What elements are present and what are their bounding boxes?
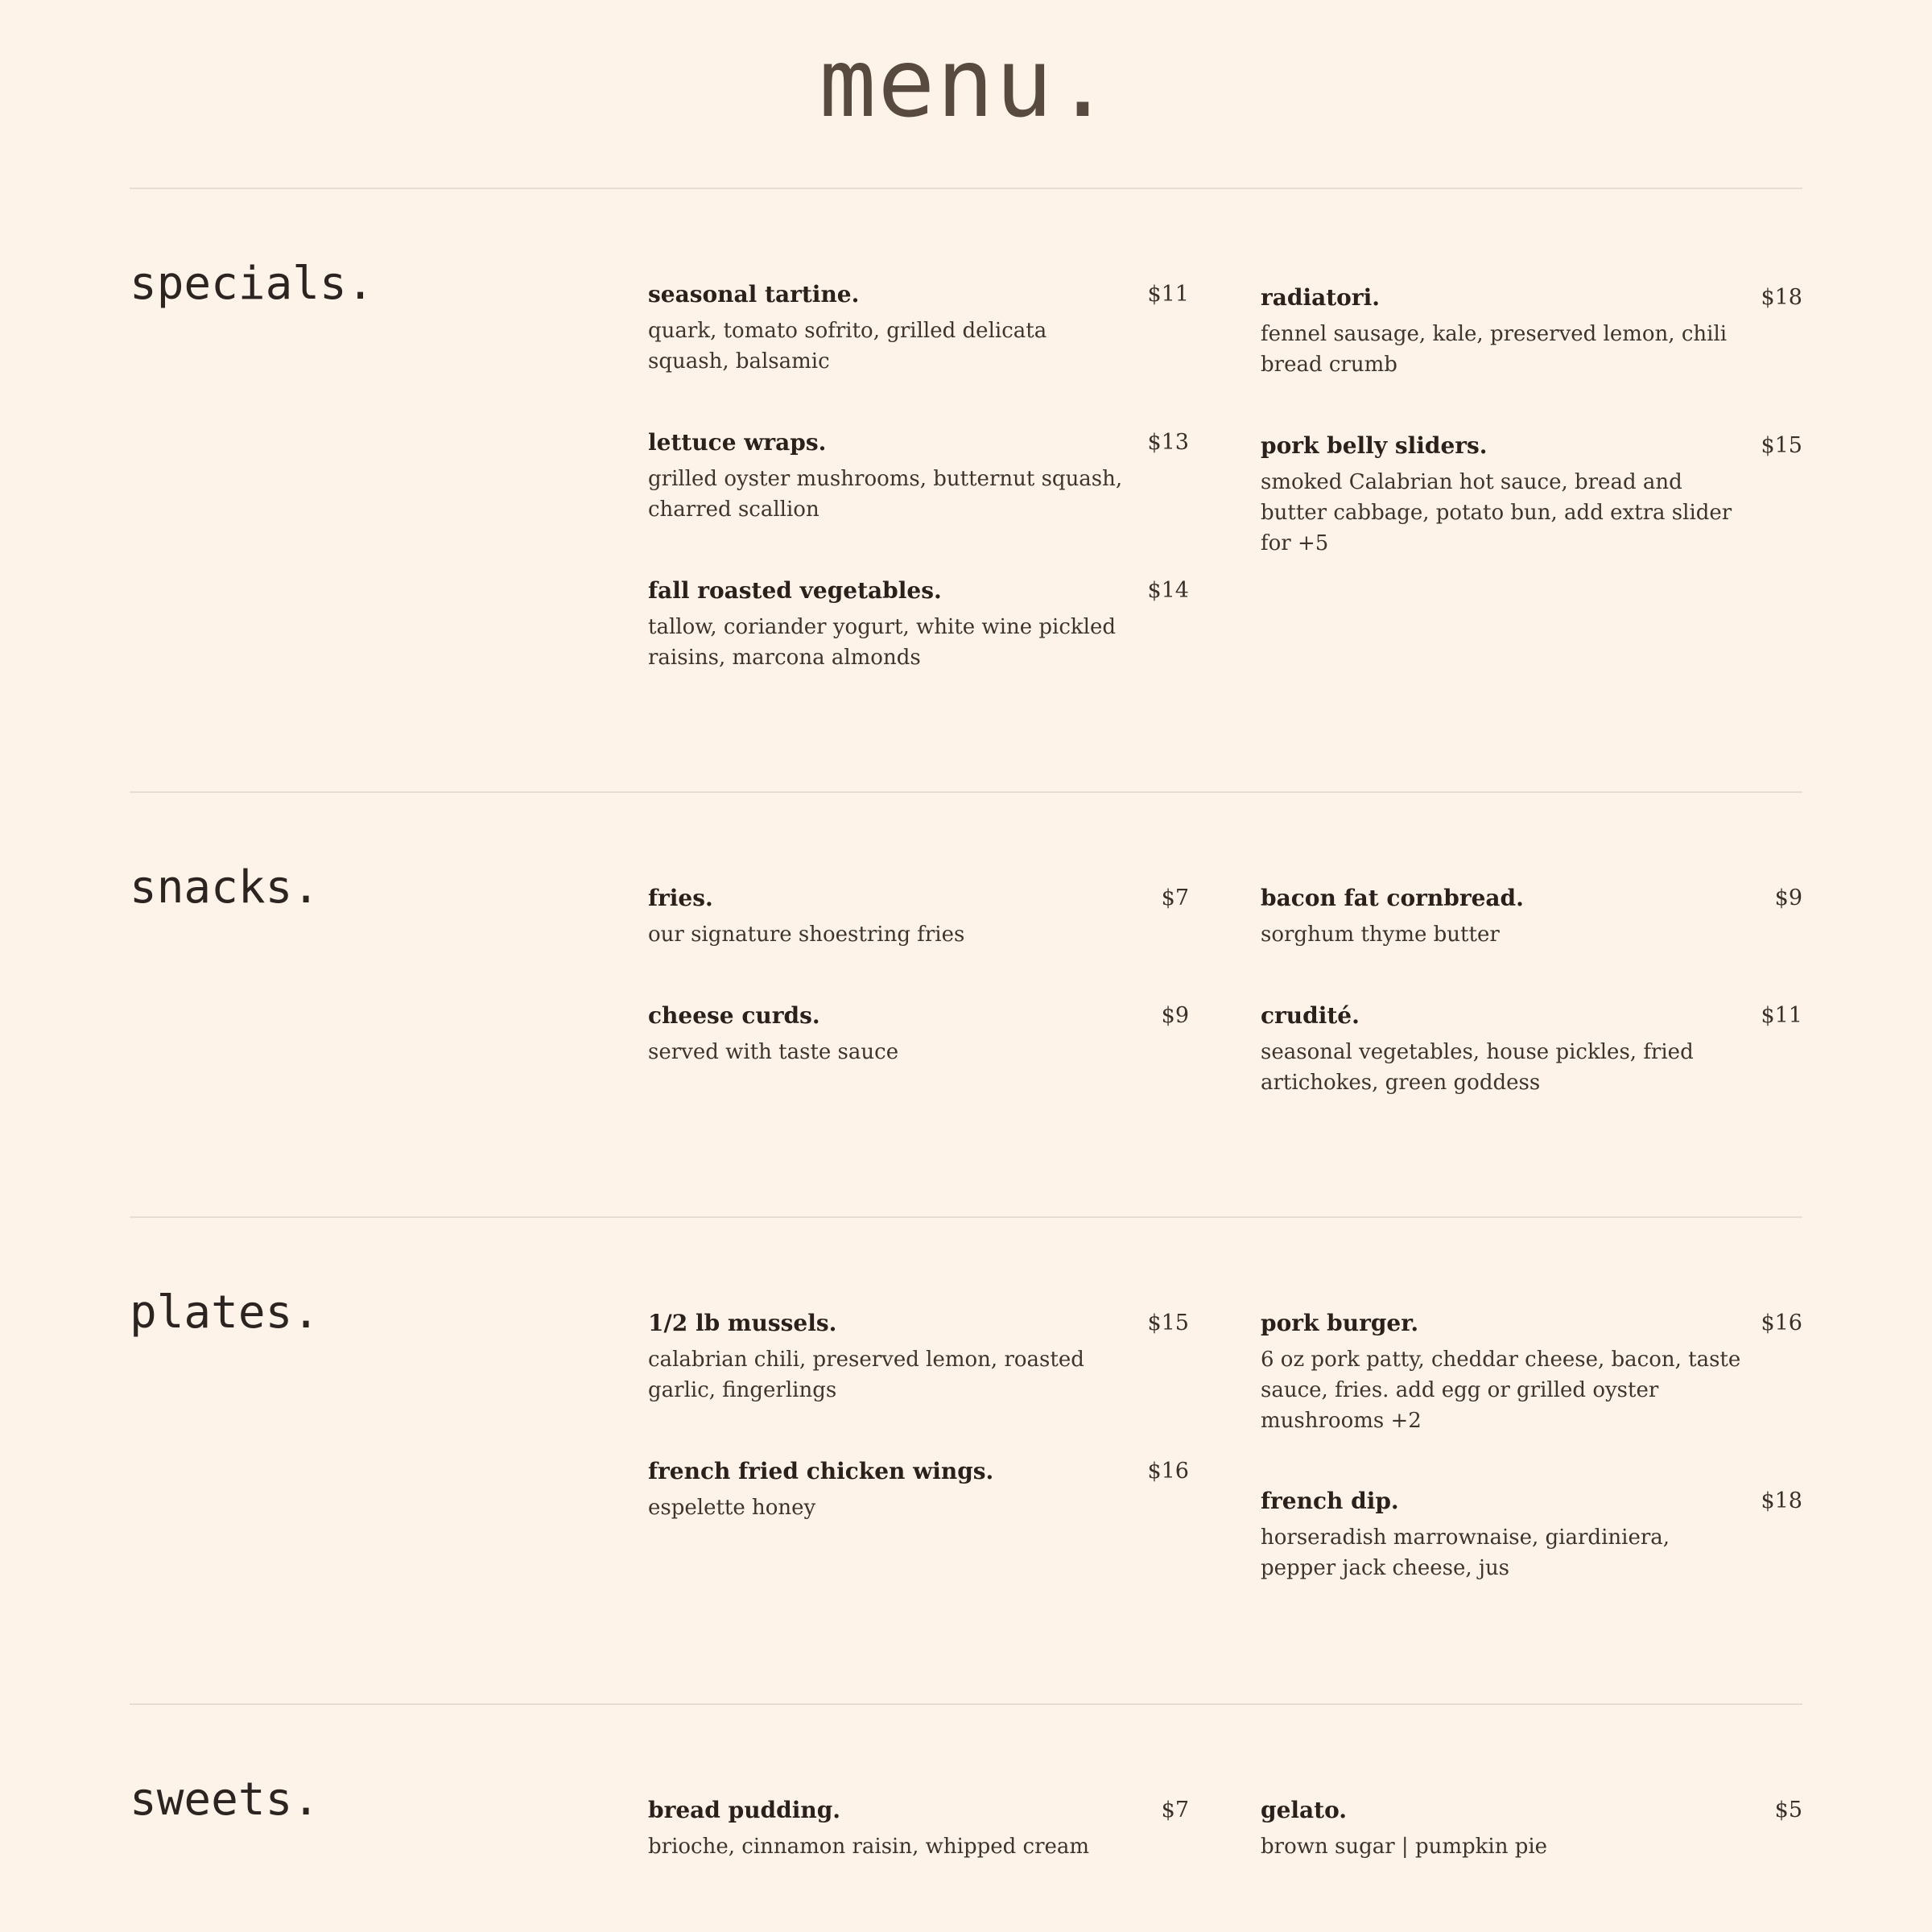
item-name: lettuce wraps. — [648, 429, 827, 456]
menu-item-french-fried-chicken-wings — [648, 1455, 1189, 1523]
item-description: served with taste sauce — [648, 1040, 899, 1064]
divider — [130, 188, 1802, 189]
menu-item-french-dip — [1261, 1485, 1802, 1583]
item-price: $16 — [1147, 1459, 1189, 1484]
item-price: $9 — [1161, 1003, 1189, 1028]
menu-item-bread-pudding — [648, 1794, 1189, 1862]
item-price: $11 — [1761, 1003, 1802, 1028]
menu-item-bacon-fat-cornbread — [1261, 882, 1802, 950]
menu-item-cheese-curds — [648, 1000, 1189, 1067]
menu-item-lettuce-wraps — [648, 427, 1189, 525]
item-name: seasonal tartine. — [648, 281, 860, 308]
item-description: horseradish marrownaise, giardiniera, pepper jack cheese, jus — [1261, 1525, 1670, 1580]
item-description: sorghum thyme butter — [1261, 923, 1500, 947]
item-name: french dip. — [1261, 1488, 1399, 1514]
item-name: 1/2 lb mussels. — [648, 1310, 837, 1336]
menu-item-fall-roasted-vegetables — [648, 575, 1189, 673]
item-price: $16 — [1761, 1311, 1802, 1335]
menu-title: menu. — [819, 27, 1113, 138]
item-price: $7 — [1161, 1798, 1189, 1823]
divider — [130, 791, 1802, 793]
section-title-plates: plates. — [130, 1286, 320, 1339]
item-price: $18 — [1761, 1488, 1802, 1513]
section-title-specials: specials. — [130, 258, 374, 310]
item-description: quark, tomato sofrito, grilled delicata squash, balsamic — [648, 319, 1047, 374]
item-price: $14 — [1147, 578, 1189, 603]
section-title-sweets: sweets. — [130, 1773, 320, 1826]
menu-item-mussels — [648, 1307, 1189, 1406]
item-name: bread pudding. — [648, 1797, 841, 1823]
item-price: $18 — [1761, 285, 1802, 310]
item-name: pork belly sliders. — [1261, 432, 1488, 459]
item-description: calabrian chili, preserved lemon, roasted garlic, fingerlings — [648, 1348, 1084, 1402]
item-name: gelato. — [1261, 1797, 1348, 1823]
item-name: french fried chicken wings. — [648, 1458, 994, 1484]
item-description: brioche, cinnamon raisin, whipped cream — [648, 1835, 1090, 1859]
menu-item-gelato — [1261, 1794, 1802, 1862]
item-name: cheese curds. — [648, 1002, 820, 1029]
item-price: $7 — [1161, 886, 1189, 910]
item-name: crudité. — [1261, 1002, 1360, 1029]
menu-item-fries — [648, 882, 1189, 950]
item-name: fries. — [648, 885, 713, 911]
item-name: bacon fat cornbread. — [1261, 885, 1524, 911]
item-price: $13 — [1147, 430, 1189, 455]
section-title-snacks: snacks. — [130, 861, 320, 914]
item-name: pork burger. — [1261, 1310, 1419, 1336]
item-name: radiatori. — [1261, 284, 1380, 311]
menu-item-pork-burger — [1261, 1307, 1802, 1436]
item-price: $11 — [1147, 282, 1189, 307]
item-description: 6 oz pork patty, cheddar cheese, bacon, taste sauce, fries. add egg or grilled oyster mushrooms +2 — [1261, 1348, 1741, 1433]
item-description: grilled oyster mushrooms, butternut squash, charred scallion — [648, 467, 1123, 522]
item-price: $15 — [1761, 433, 1802, 458]
item-price: $5 — [1774, 1798, 1802, 1823]
item-description: tallow, coriander yogurt, white wine pickled raisins, marcona almonds — [648, 615, 1117, 670]
item-price: $15 — [1147, 1311, 1189, 1335]
divider — [130, 1216, 1802, 1218]
item-description: fennel sausage, kale, preserved lemon, chili bread crumb — [1261, 322, 1728, 377]
menu-item-radiatori — [1261, 282, 1802, 380]
item-description: brown sugar | pumpkin pie — [1261, 1835, 1548, 1859]
divider — [130, 1703, 1802, 1705]
item-description: our signature shoestring fries — [648, 923, 965, 947]
item-description: espelette honey — [648, 1496, 816, 1520]
item-description: seasonal vegetables, house pickles, fried artichokes, green goddess — [1261, 1040, 1694, 1095]
menu-item-crudite — [1261, 1000, 1802, 1098]
item-price: $9 — [1774, 886, 1802, 910]
item-name: fall roasted vegetables. — [648, 577, 942, 604]
menu-item-seasonal-tartine — [648, 279, 1189, 377]
item-description: smoked Calabrian hot sauce, bread and butter cabbage, potato bun, add extra slider for +5 — [1261, 470, 1732, 555]
menu-item-pork-belly-sliders — [1261, 430, 1802, 559]
